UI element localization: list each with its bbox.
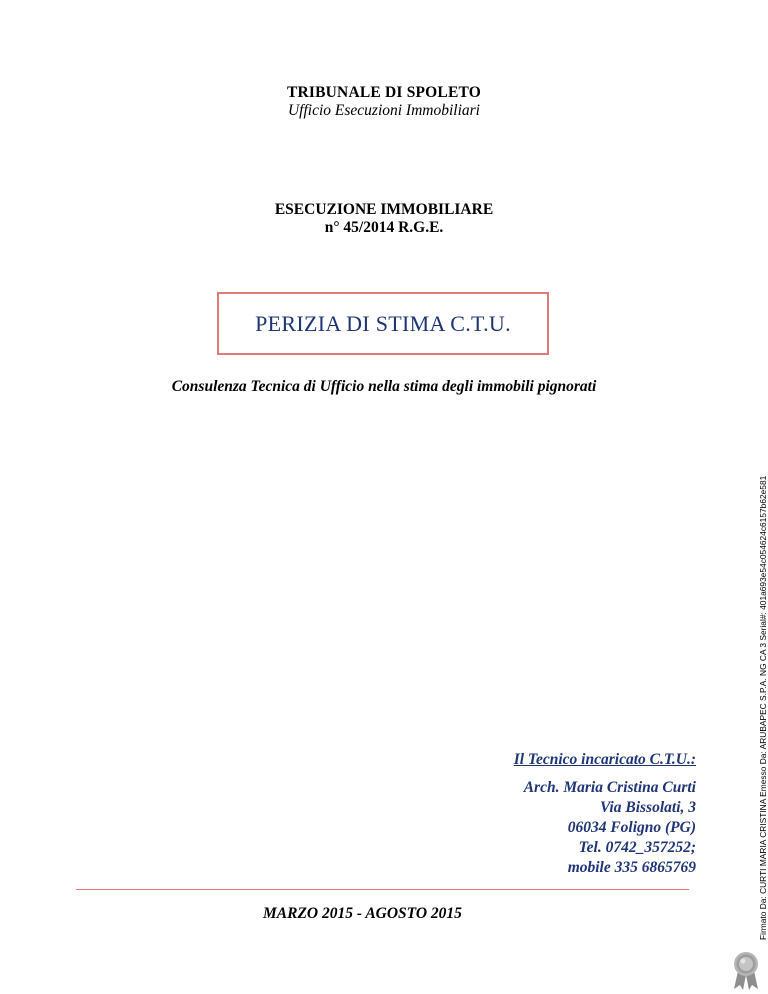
- certificate-seal-icon: [728, 949, 764, 991]
- technician-street: Via Bissolati, 3: [599, 799, 696, 816]
- digital-signature-text: Firmato Da: CURTI MARIA CRISTINA Emesso Da: ARUBAPEC S.P.A. NG CA 3 Serial#: 401a693e54c054624c6157b62e581: [758, 475, 768, 940]
- report-title-box: [217, 292, 549, 355]
- case-title: ESECUZIONE IMMOBILIARE: [274, 201, 494, 218]
- technician-name: Arch. Maria Cristina Curti: [523, 779, 696, 796]
- case-number: n° 45/2014 R.G.E.: [324, 219, 444, 236]
- report-title: PERIZIA DI STIMA C.T.U.: [255, 310, 511, 336]
- footer-divider: [76, 889, 689, 890]
- technician-mobile: mobile 335 6865769: [567, 859, 696, 876]
- report-subtitle: Consulenza Tecnica di Ufficio nella stima degli immobili pignorati: [171, 378, 597, 395]
- technician-phone: Tel. 0742_357252;: [578, 839, 696, 856]
- court-name: TRIBUNALE DI SPOLETO: [286, 84, 482, 101]
- technician-city: 06034 Foligno (PG): [567, 819, 696, 836]
- technician-block: [514, 750, 696, 878]
- report-dates: MARZO 2015 - AGOSTO 2015: [263, 905, 462, 922]
- court-office: Ufficio Esecuzioni Immobiliari: [287, 102, 480, 119]
- technician-heading: Il Tecnico incaricato C.T.U.:: [513, 751, 696, 768]
